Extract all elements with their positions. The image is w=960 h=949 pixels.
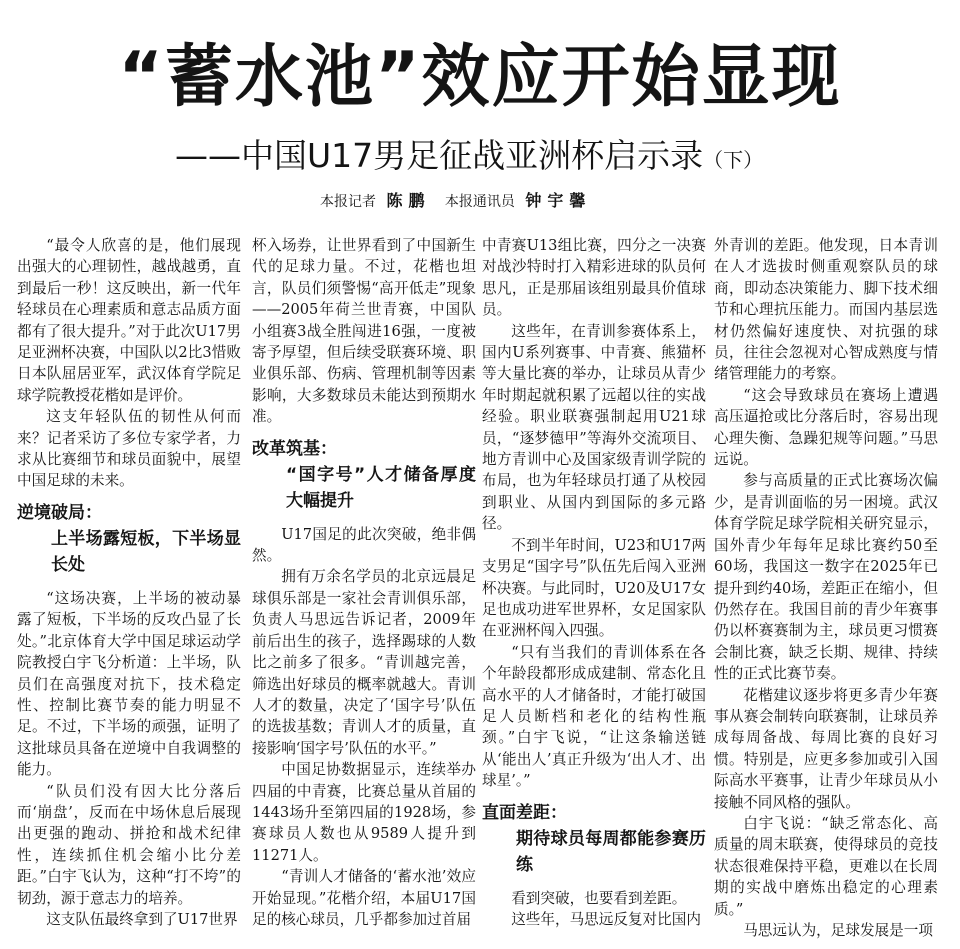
paragraph: 这些年，在青训参赛体系上，国内U系列赛事、中青赛、熊猫杯等大量比赛的举办，让球员从青少年时期起就积累了远超以往的实战经验。职业联赛强制起用U21球员，“逐梦德甲”等海外交流项目、地方青训中心及国家级青训学院的布局，也为年轻球员打通了从校园到职业、从国内到国际的多元路径。 [482,322,706,533]
headline: “蓄水池”效应开始显现 [118,38,842,117]
article-column-3 [482,235,706,943]
section-kicker: 逆境破局： [17,502,102,523]
correspondent-label: 本报通讯员 [444,194,515,210]
subheadline-part: （下） [703,148,764,172]
paragraph: 这支年轻队伍的韧性从何而来？记者采访了多位专家学者，力求从比赛细节和球员面貌中，展望中国足球的未来。 [17,408,241,490]
article-column-2 [252,235,476,943]
reporter-label: 本报记者 [320,194,376,210]
paragraph: 马思远认为，足球发展是一项 [743,922,933,939]
section-title: 上半场露短板，下半场显长处 [51,528,241,575]
article-column-4 [714,235,938,943]
section-kicker: 直面差距： [482,802,567,823]
paragraph: 拥有万余名学员的北京远晨足球俱乐部是一家社会青训俱乐部，负责人马思远告诉记者，2009年前后出生的孩子，选择踢球的人数比之前多了很多。“青训越完善，筛选出好球员的概率就越大。青训人才的数量，决定了‘国字号’队伍的选拔基数；青训人才的质量，直接影响‘国字号’队伍的水平。” [252,568,476,757]
paragraph: “最令人欣喜的是，他们展现出强大的心理韧性，越战越勇，直到最后一秒！这反映出，新一代年轻球员在心理素质和意志品质方面都有了很大提升。”对于此次U17男足亚洲杯决赛，中国队以2比3惜败日本队屈居亚军，武汉体育学院足球学院教授花楷如是评价。 [17,237,241,404]
section-heading [482,800,706,878]
subheadline-text: ——中国U17男足征战亚洲杯启示录 [175,136,704,175]
byline [320,190,800,213]
paragraph: 这些年，马思远反复对比国内 [511,910,701,928]
section-title: 期待球员每周都能参赛历练 [516,828,706,875]
paragraph: 白宇飞说：“缺乏常态化、高质量的周末联赛，使得球员的竞技状态很难保持平稳，更难以在长周期的实战中磨炼出稳定的心理素质。” [714,814,938,918]
section-heading [252,436,476,514]
paragraph: 杯入场券，让世界看到了中国新生代的足球力量。不过，花楷也坦言，队员们须警惕“高开低走”现象——2005年荷兰世青赛，中国队小组赛3战全胜闯进16强，一度被寄予厚望，但后续受联赛环境、职业俱乐部、伤病、管理机制等因素影响，大多数球员未能达到预期水准。 [252,237,476,426]
paragraph: “队员们没有因大比分落后而‘崩盘’，反而在中场休息后展现出更强的跑动、拼抢和战术纪律性，连续抓住机会缩小比分差距。”白宇飞认为，这种“打不垮”的韧劲，源于意志力的培养。 [17,782,241,907]
paragraph: U17国足的此次突破，绝非偶然。 [252,525,476,565]
reporter-name: 陈鹏 [386,191,431,210]
paragraph: “这场决赛，上半场的被动暴露了短板，下半场的反攻凸显了长处。”北京体育大学中国足球运动学院教授白宇飞分析道：上半场，队员们在高强度对抗下，技术稳定性、控制比赛节奏的能力明显不足。不过，下半场的顽强，证明了这批球员具备在逆境中自我调整的能力。 [17,589,241,779]
paragraph: “这会导致球员在赛场上遭遇高压逼抢或比分落后时，容易出现心理失衡、急躁犯规等问题。”马思远说。 [714,386,938,469]
paragraph: 花楷建议逐步将更多青少年赛事从赛会制转向联赛制，让球员养成每周备战、每周比赛的良好习惯。特别是，应更多参加或引入国际高水平赛事，让青少年球员从小接触不同风格的强队。 [714,686,938,811]
paragraph: “只有当我们的青训体系在各个年龄段都形成成建制、常态化且高水平的人才储备时，才能打破国足人员断档和老化的结构性瓶颈。”白宇飞说，“让这条输送链从‘能出人’真正升级为‘出人才、出球星’。” [482,643,706,790]
correspondent-name: 钟宇馨 [525,191,592,210]
section-title: “国字号”人才储备厚度大幅提升 [286,464,476,511]
paragraph: 中青赛U13组比赛，四分之一决赛对战沙特时打入精彩进球的队员何思凡，正是那届该组别最具价值球员。 [482,237,706,319]
section-kicker: 改革筑基： [252,438,337,459]
paragraph: 参与高质量的正式比赛场次偏少，是青训面临的另一困境。武汉体育学院足球学院相关研究显示，国外青少年每年足球比赛约50至60场，我国这一数字在2025年已提升到约40场，差距正在缩小，但仍然存在。我国目前的青少年赛事仍以杯赛赛制为主，球员更习惯赛会制比赛，缺乏长期、规律、持续性的正式比赛节奏。 [714,472,938,683]
paragraph: 中国足协数据显示，连续举办四届的中青赛，比赛总量从首届的1443场升至第四届的1928场，参赛球员人数也从9589人提升到11271人。 [252,761,476,864]
paragraph: “青训人才储备的‘蓄水池’效应开始显现。”花楷介绍，本届U17国足的核心球员，几乎都参加过首届 [252,868,476,928]
paragraph: 看到突破，也要看到差距。 [511,889,687,907]
paragraph: 不到半年时间，U23和U17两支男足“国字号”队伍先后闯入亚洲杯决赛。与此同时，U20及U17女足也成功进军世界杯，女足国家队在亚洲杯闯入四强。 [482,536,706,640]
article-column-1 [17,235,241,943]
subheadline [175,134,815,182]
paragraph: 这支队伍最终拿到了U17世界 [46,910,238,928]
paragraph: 外青训的差距。他发现，日本青训在人才选拔时侧重观察队员的球商，即动态决策能力、脚下技术细节和心理抗压能力。而国内基层选材仍然偏好速度快、对抗强的球员，往往会忽视对心智成熟度与情绪管理能力的考察。 [714,237,938,383]
section-heading [17,500,241,578]
